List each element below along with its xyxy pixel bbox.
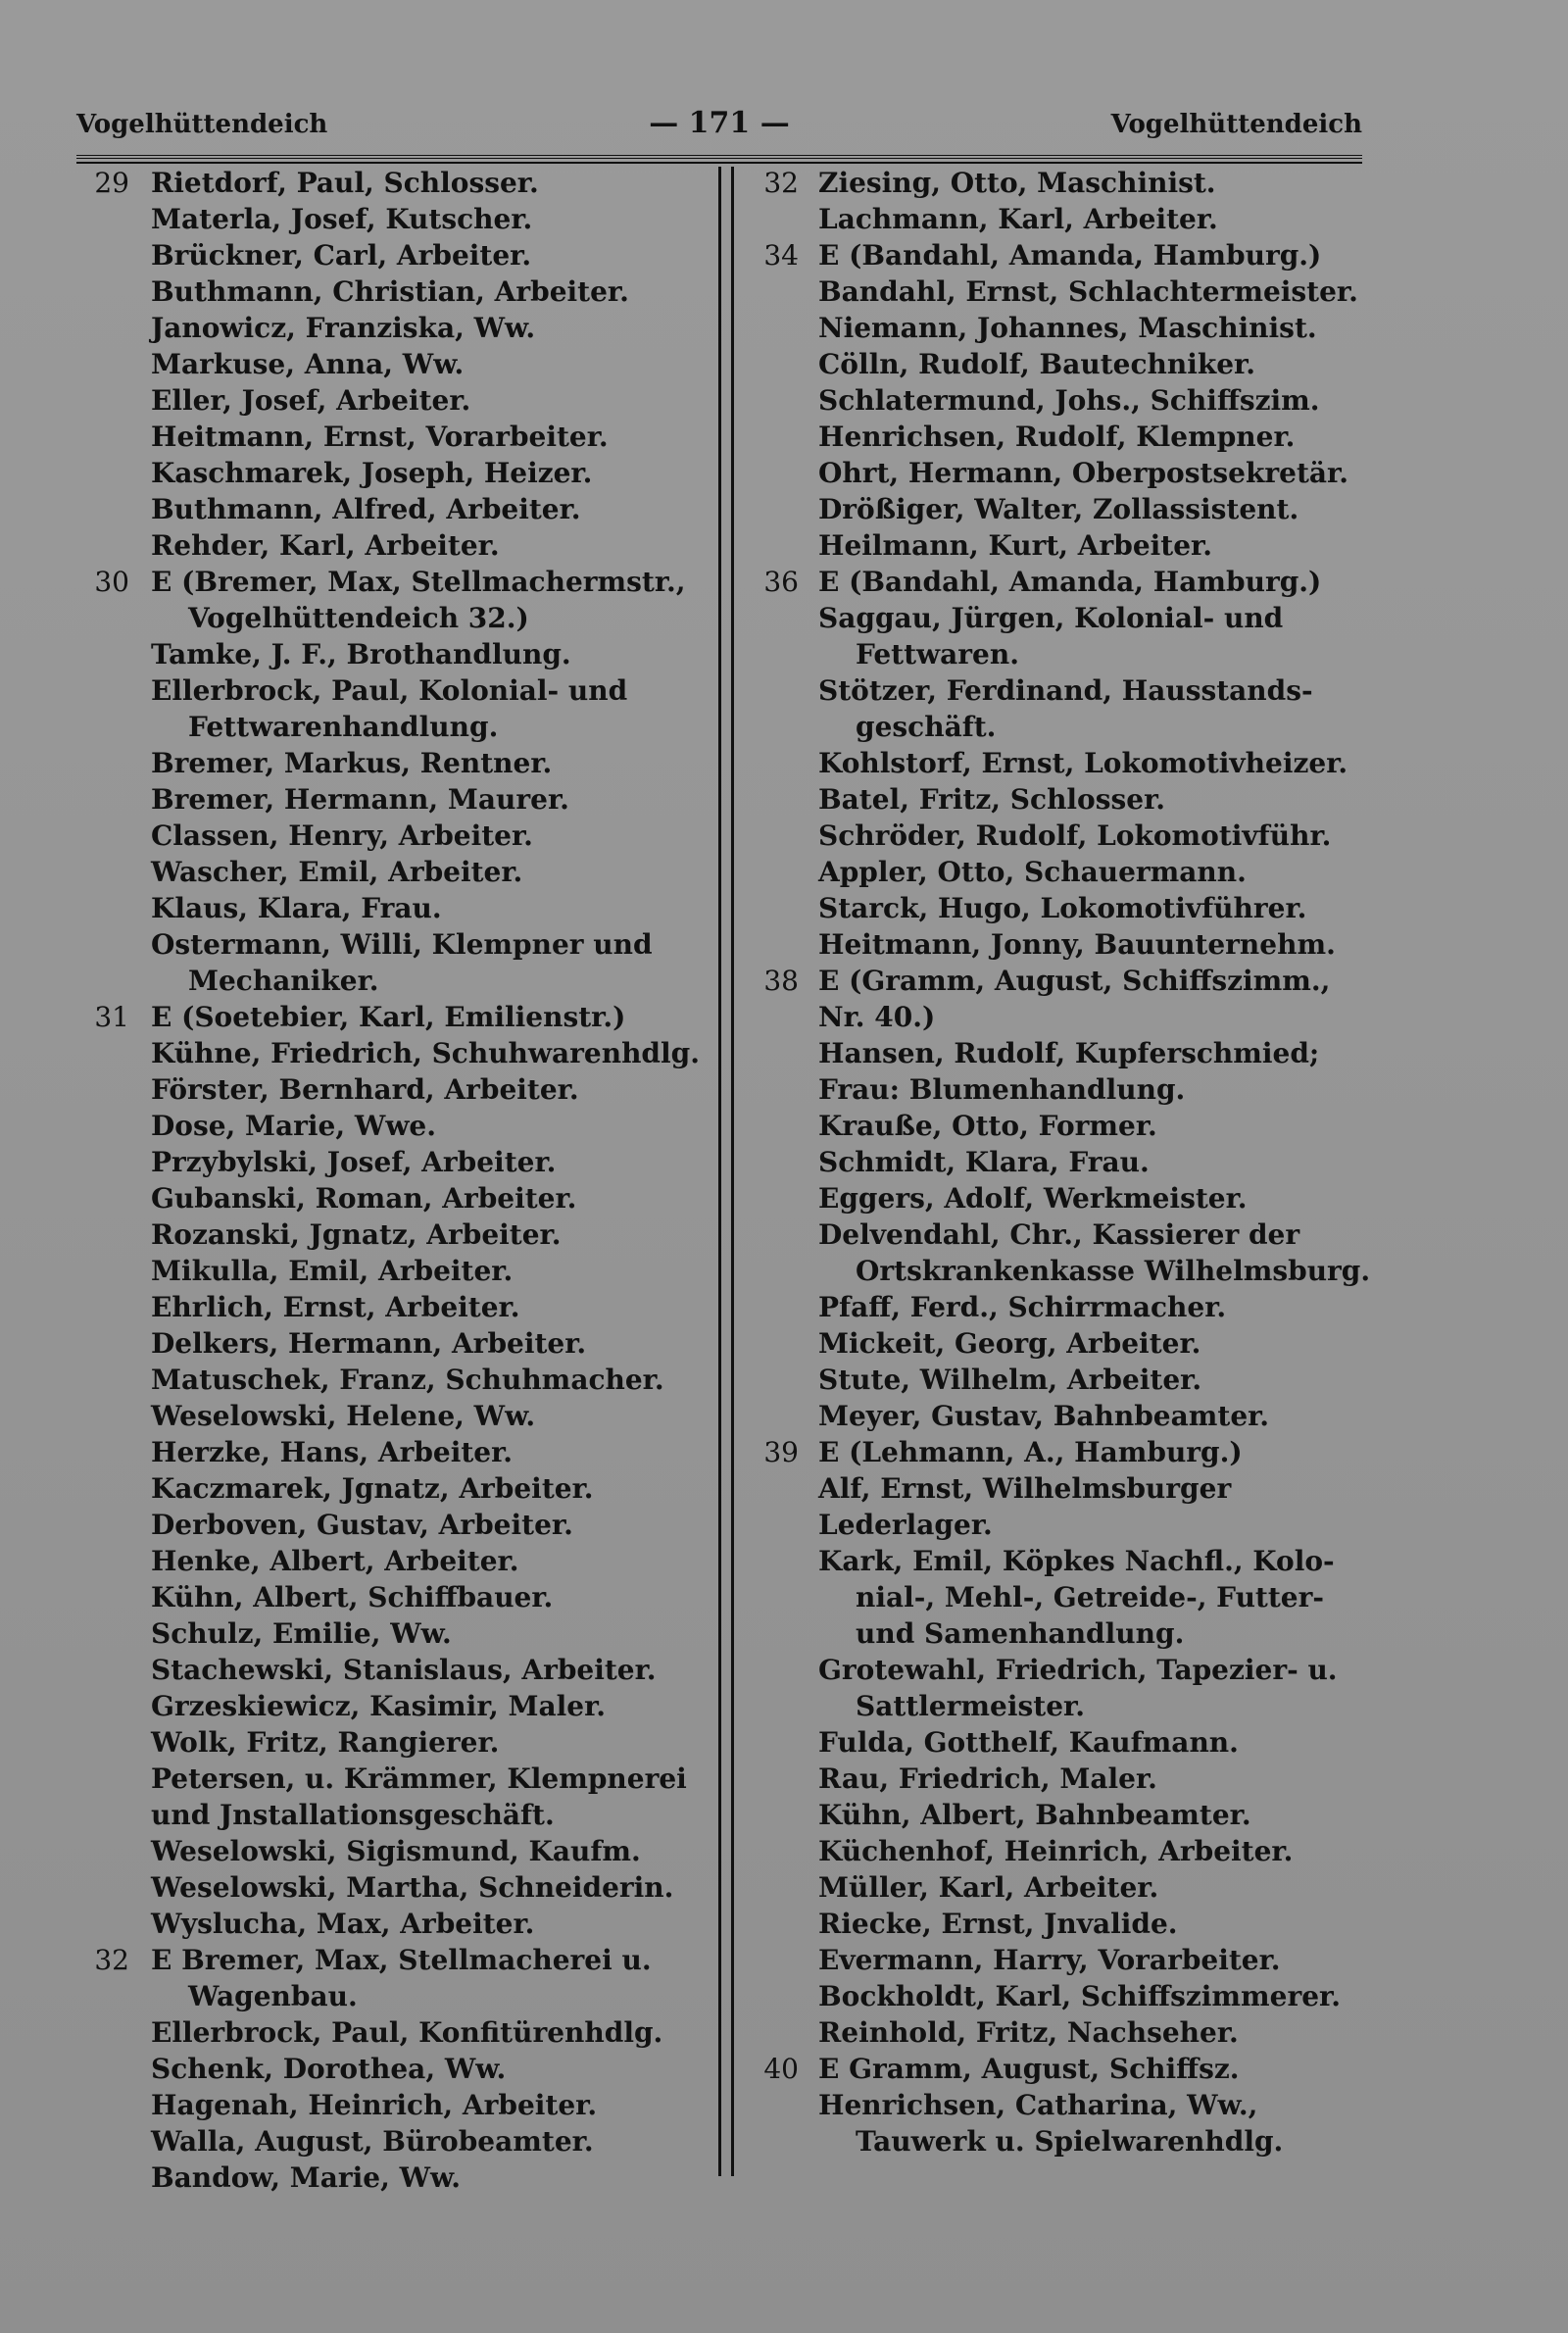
directory-entry: [750, 672, 1377, 709]
directory-entry: [750, 600, 1377, 636]
entry-text: Kaczmarek, Jgnatz, Arbeiter.: [151, 1472, 594, 1505]
entry-text: Dose, Marie, Wwe.: [151, 1110, 436, 1142]
directory-entry: [750, 1434, 1377, 1470]
entry-text: Tauwerk u. Spielwarenhdlg.: [856, 2125, 1284, 2158]
directory-entry: [750, 1507, 1377, 1543]
entry-text: Ehrlich, Ernst, Arbeiter.: [151, 1291, 520, 1323]
entry-text: Markuse, Anna, Ww.: [151, 348, 465, 380]
entry-text: Ortskrankenkasse Wilhelmsburg.: [856, 1255, 1371, 1287]
directory-entry: [86, 1579, 704, 1615]
directory-entry: [86, 1978, 704, 2014]
entry-text: E (Soetebier, Karl, Emilienstr.): [151, 1001, 626, 1033]
entry-text: Heilmann, Kurt, Arbeiter.: [818, 529, 1212, 562]
directory-entry: [750, 382, 1377, 419]
entry-text: Classen, Henry, Arbeiter.: [151, 819, 533, 852]
entry-text: Rozanski, Jgnatz, Arbeiter.: [151, 1218, 562, 1251]
entry-text: Cölln, Rudolf, Bautechniker.: [818, 348, 1255, 380]
entry-text: Wolk, Fritz, Rangierer.: [151, 1726, 500, 1759]
directory-entry: [750, 963, 1377, 999]
entry-text: Weselowski, Helene, Ww.: [151, 1400, 536, 1432]
entry-text: Niemann, Johannes, Maschinist.: [818, 312, 1317, 344]
directory-entry: [86, 2051, 704, 2087]
directory-entry: [86, 1833, 704, 1869]
entry-text: Henrichsen, Rudolf, Klempner.: [818, 421, 1296, 453]
directory-entry: [750, 564, 1377, 600]
directory-entry: [750, 1071, 1377, 1108]
entry-text: Meyer, Gustav, Bahnbeamter.: [818, 1400, 1270, 1432]
directory-entry: [750, 1216, 1377, 1253]
entry-text: Fulda, Gotthelf, Kaufmann.: [818, 1726, 1239, 1759]
directory-entry: [750, 201, 1377, 237]
directory-entry: [86, 709, 704, 745]
directory-entry: [86, 165, 704, 201]
entry-text: Wyslucha, Max, Arbeiter.: [151, 1908, 535, 1940]
entry-text: Klaus, Klara, Frau.: [151, 892, 442, 924]
directory-entry: [750, 854, 1377, 890]
entry-text: Stachewski, Stanislaus, Arbeiter.: [151, 1654, 657, 1686]
directory-entry: [750, 1108, 1377, 1144]
entry-text: Alf, Ernst, Wilhelmsburger: [818, 1472, 1232, 1505]
directory-entry: [750, 1253, 1377, 1289]
column-divider: [718, 167, 734, 2176]
entry-text: Delkers, Hermann, Arbeiter.: [151, 1327, 587, 1360]
directory-entry: [86, 310, 704, 346]
directory-entry: [750, 1761, 1377, 1797]
entry-text: E Bremer, Max, Stellmacherei u.: [151, 1944, 652, 1976]
entry-text: Stötzer, Ferdinand, Hausstands-: [818, 674, 1313, 707]
directory-entry: [750, 1833, 1377, 1869]
house-number: 38: [763, 965, 799, 997]
entry-text: E Gramm, August, Schiffsz.: [818, 2053, 1240, 2085]
house-number: 36: [763, 566, 799, 598]
directory-entry: [750, 1543, 1377, 1579]
directory-entry: [750, 1797, 1377, 1833]
entry-text: Rau, Friedrich, Maler.: [818, 1762, 1157, 1795]
directory-entry: [750, 1579, 1377, 1615]
directory-entry: [86, 818, 704, 854]
directory-entry: [86, 926, 704, 963]
directory-entry: [750, 745, 1377, 781]
house-number: 30: [94, 566, 129, 598]
directory-entry: [86, 600, 704, 636]
directory-entry: [750, 1035, 1377, 1071]
directory-entry: [86, 1325, 704, 1362]
directory-entry: [750, 2014, 1377, 2051]
entry-text: Kark, Emil, Köpkes Nachfl., Kolo-: [818, 1545, 1335, 1577]
directory-entry: [86, 1942, 704, 1978]
directory-entry: [86, 1434, 704, 1470]
entry-text: Hagenah, Heinrich, Arbeiter.: [151, 2089, 598, 2121]
directory-entry: [86, 2087, 704, 2123]
directory-entry: [86, 672, 704, 709]
directory-entry: [86, 491, 704, 527]
directory-entry: [750, 1180, 1377, 1216]
entry-text: E (Bremer, Max, Stellmachermstr.,: [151, 566, 686, 598]
entry-text: Rehder, Karl, Arbeiter.: [151, 529, 500, 562]
entry-text: E (Lehmann, A., Hamburg.): [818, 1436, 1243, 1468]
entry-text: Bremer, Markus, Rentner.: [151, 747, 553, 779]
entry-text: Krauße, Otto, Former.: [818, 1110, 1157, 1142]
directory-entry: [86, 1906, 704, 1942]
header-rule: [76, 155, 1362, 164]
directory-entry: [750, 781, 1377, 818]
entry-text: nial-, Mehl-, Getreide-, Futter-: [856, 1581, 1324, 1613]
directory-entry: [86, 1869, 704, 1906]
entry-text: Matuschek, Franz, Schuhmacher.: [151, 1364, 664, 1396]
house-number: 32: [94, 1944, 129, 1976]
entry-text: Appler, Otto, Schauermann.: [818, 856, 1247, 888]
entry-text: Vogelhüttendeich 32.): [188, 602, 529, 634]
entry-text: Kohlstorf, Ernst, Lokomotivheizer.: [818, 747, 1348, 779]
directory-entry: [750, 1724, 1377, 1761]
directory-entry: [750, 1652, 1377, 1688]
directory-entry: [86, 781, 704, 818]
entry-text: Stute, Wilhelm, Arbeiter.: [818, 1364, 1202, 1396]
page-header: [76, 106, 1362, 149]
directory-entry: [86, 1543, 704, 1579]
directory-entry: [86, 854, 704, 890]
entry-text: Walla, August, Bürobeamter.: [151, 2125, 594, 2158]
entry-text: Bandahl, Ernst, Schlachtermeister.: [818, 275, 1358, 308]
directory-entry: [86, 1216, 704, 1253]
entry-text: Weselowski, Martha, Schneiderin.: [151, 1871, 674, 1904]
directory-entry: [750, 890, 1377, 926]
entry-text: Ellerbrock, Paul, Kolonial- und: [151, 674, 628, 707]
left-column: [86, 165, 704, 2196]
directory-entry: [86, 1144, 704, 1180]
entry-text: Saggau, Jürgen, Kolonial- und: [818, 602, 1284, 634]
directory-entry: [750, 527, 1377, 564]
entry-text: Müller, Karl, Arbeiter.: [818, 1871, 1159, 1904]
entry-text: Eggers, Adolf, Werkmeister.: [818, 1182, 1248, 1215]
directory-entry: [86, 1180, 704, 1216]
directory-entry: [750, 310, 1377, 346]
directory-entry: [86, 1652, 704, 1688]
entry-text: und Jnstallationsgeschäft.: [151, 1799, 555, 1831]
entry-text: Mickeit, Georg, Arbeiter.: [818, 1327, 1201, 1360]
directory-entry: [86, 237, 704, 273]
entry-text: Schröder, Rudolf, Lokomotivführ.: [818, 819, 1332, 852]
entry-text: Riecke, Ernst, Jnvalide.: [818, 1908, 1178, 1940]
entry-text: Bockholdt, Karl, Schiffszimmerer.: [818, 1980, 1341, 2012]
directory-entry: [750, 2051, 1377, 2087]
entry-text: Fettwarenhandlung.: [188, 711, 499, 743]
directory-entry: [750, 2123, 1377, 2159]
entry-text: E (Bandahl, Amanda, Hamburg.): [818, 566, 1322, 598]
entry-text: und Samenhandlung.: [856, 1617, 1185, 1650]
entry-text: Frau: Blumenhandlung.: [818, 1073, 1186, 1106]
entry-text: Schulz, Emilie, Ww.: [151, 1617, 452, 1650]
directory-entry: [86, 455, 704, 491]
entry-text: Weselowski, Sigismund, Kaufm.: [151, 1835, 641, 1867]
entry-text: Ostermann, Willi, Klempner und: [151, 928, 653, 961]
entry-text: Petersen, u. Krämmer, Klempnerei: [151, 1762, 687, 1795]
entry-text: Gubanski, Roman, Arbeiter.: [151, 1182, 577, 1215]
house-number: 40: [763, 2053, 799, 2085]
directory-entry: [86, 346, 704, 382]
directory-entry: [86, 382, 704, 419]
directory-entry: [86, 1108, 704, 1144]
directory-entry: [86, 2159, 704, 2196]
directory-entry: [86, 1688, 704, 1724]
entry-text: Starck, Hugo, Lokomotivführer.: [818, 892, 1307, 924]
right-column: [750, 165, 1377, 2159]
entry-text: Herzke, Hans, Arbeiter.: [151, 1436, 514, 1468]
directory-entry: [750, 273, 1377, 310]
directory-entry: [86, 890, 704, 926]
entry-text: Mikulla, Emil, Arbeiter.: [151, 1255, 514, 1287]
page-number: — 171 —: [649, 106, 790, 140]
entry-text: Eller, Josef, Arbeiter.: [151, 384, 471, 417]
entry-text: Evermann, Harry, Vorarbeiter.: [818, 1944, 1281, 1976]
entry-text: Delvendahl, Chr., Kassierer der: [818, 1218, 1300, 1251]
entry-text: Grzeskiewicz, Kasimir, Maler.: [151, 1690, 607, 1722]
directory-entry: [750, 1688, 1377, 1724]
directory-entry: [86, 999, 704, 1035]
directory-entry: [86, 419, 704, 455]
entry-text: Bandow, Marie, Ww.: [151, 2161, 462, 2194]
entry-text: Henrichsen, Catharina, Ww.,: [818, 2089, 1258, 2121]
entry-text: Schmidt, Klara, Frau.: [818, 1146, 1150, 1178]
directory-entry: [750, 455, 1377, 491]
entry-text: Ohrt, Hermann, Oberpostsekretär.: [818, 457, 1348, 489]
entry-text: Reinhold, Fritz, Nachseher.: [818, 2016, 1239, 2049]
entry-text: Lachmann, Karl, Arbeiter.: [818, 203, 1218, 235]
directory-entry: [86, 1507, 704, 1543]
house-number: 39: [763, 1436, 799, 1468]
entry-text: Schlatermund, Johs., Schiffszim.: [818, 384, 1320, 417]
directory-entry: [750, 2087, 1377, 2123]
entry-text: Nr. 40.): [818, 1001, 936, 1033]
directory-entry: [86, 1761, 704, 1797]
entry-text: Pfaff, Ferd., Schirrmacher.: [818, 1291, 1227, 1323]
directory-entry: [86, 636, 704, 672]
directory-entry: [86, 1071, 704, 1108]
directory-entry: [750, 1362, 1377, 1398]
entry-text: geschäft.: [856, 711, 997, 743]
directory-entry: [750, 1615, 1377, 1652]
entry-text: Küchenhof, Heinrich, Arbeiter.: [818, 1835, 1294, 1867]
directory-entry: [86, 564, 704, 600]
entry-text: Mechaniker.: [188, 965, 379, 997]
entry-text: Heitmann, Ernst, Vorarbeiter.: [151, 421, 609, 453]
directory-entry: [750, 491, 1377, 527]
entry-text: Kaschmarek, Joseph, Heizer.: [151, 457, 593, 489]
directory-entry: [86, 2123, 704, 2159]
entry-text: Materla, Josef, Kutscher.: [151, 203, 533, 235]
directory-entry: [750, 999, 1377, 1035]
entry-text: Fettwaren.: [856, 638, 1019, 670]
entry-text: Wagenbau.: [188, 1980, 358, 2012]
entry-text: Przybylski, Josef, Arbeiter.: [151, 1146, 557, 1178]
directory-entry: [86, 745, 704, 781]
entry-text: Heitmann, Jonny, Bauunternehm.: [818, 928, 1336, 961]
entry-text: E (Bandahl, Amanda, Hamburg.): [818, 239, 1322, 272]
entry-text: Kühn, Albert, Bahnbeamter.: [818, 1799, 1251, 1831]
entry-text: Schenk, Dorothea, Ww.: [151, 2053, 507, 2085]
house-number: 34: [763, 239, 799, 272]
directory-entry: [750, 818, 1377, 854]
directory-entry: [86, 1253, 704, 1289]
directory-entry: [750, 1144, 1377, 1180]
entry-text: Derboven, Gustav, Arbeiter.: [151, 1509, 573, 1541]
entry-text: Drößiger, Walter, Zollassistent.: [818, 493, 1299, 525]
directory-entry: [86, 2014, 704, 2051]
directory-entry: [750, 1869, 1377, 1906]
directory-entry: [750, 419, 1377, 455]
entry-text: Grotewahl, Friedrich, Tapezier- u.: [818, 1654, 1338, 1686]
entry-text: Ellerbrock, Paul, Konfitürenhdlg.: [151, 2016, 663, 2049]
entry-text: Lederlager.: [818, 1509, 993, 1541]
entry-text: Wascher, Emil, Arbeiter.: [151, 856, 523, 888]
directory-entry: [86, 1362, 704, 1398]
entry-text: Batel, Fritz, Schlosser.: [818, 783, 1166, 816]
entry-text: Ziesing, Otto, Maschinist.: [818, 167, 1216, 199]
entry-text: Janowicz, Franziska, Ww.: [151, 312, 536, 344]
directory-entry: [86, 1724, 704, 1761]
directory-entry: [750, 1470, 1377, 1507]
directory-entry: [86, 1797, 704, 1833]
directory-entry: [750, 346, 1377, 382]
entry-text: Buthmann, Christian, Arbeiter.: [151, 275, 629, 308]
directory-entry: [750, 636, 1377, 672]
directory-entry: [750, 165, 1377, 201]
directory-entry: [750, 1906, 1377, 1942]
directory-entry: [86, 1289, 704, 1325]
entry-text: Rietdorf, Paul, Schlosser.: [151, 167, 539, 199]
directory-entry: [86, 273, 704, 310]
directory-entry: [750, 926, 1377, 963]
directory-entry: [750, 1325, 1377, 1362]
directory-entry: [86, 1615, 704, 1652]
house-number: 29: [94, 167, 129, 199]
header-street-left: Vogelhüttendeich: [76, 110, 328, 139]
entry-text: Buthmann, Alfred, Arbeiter.: [151, 493, 581, 525]
directory-entry: [750, 1978, 1377, 2014]
directory-entry: [86, 527, 704, 564]
directory-entry: [750, 1942, 1377, 1978]
directory-entry: [86, 1035, 704, 1071]
house-number: 32: [763, 167, 799, 199]
house-number: 31: [94, 1001, 129, 1033]
entry-text: Sattlermeister.: [856, 1690, 1085, 1722]
directory-entry: [750, 1398, 1377, 1434]
entry-text: Brückner, Carl, Arbeiter.: [151, 239, 532, 272]
directory-entry: [750, 1289, 1377, 1325]
directory-entry: [86, 1470, 704, 1507]
entry-text: Förster, Bernhard, Arbeiter.: [151, 1073, 579, 1106]
entry-text: Bremer, Hermann, Maurer.: [151, 783, 569, 816]
entry-text: Kühne, Friedrich, Schuhwarenhdlg.: [151, 1037, 700, 1069]
entry-text: Hansen, Rudolf, Kupferschmied;: [818, 1037, 1320, 1069]
directory-entry: [86, 201, 704, 237]
entry-text: E (Gramm, August, Schiffszimm.,: [818, 965, 1331, 997]
entry-text: Kühn, Albert, Schiffbauer.: [151, 1581, 554, 1613]
entry-text: Henke, Albert, Arbeiter.: [151, 1545, 519, 1577]
header-street-right: Vogelhüttendeich: [1110, 110, 1362, 139]
directory-entry: [750, 237, 1377, 273]
directory-entry: [750, 709, 1377, 745]
entry-text: Tamke, J. F., Brothandlung.: [151, 638, 571, 670]
directory-entry: [86, 1398, 704, 1434]
directory-entry: [86, 963, 704, 999]
